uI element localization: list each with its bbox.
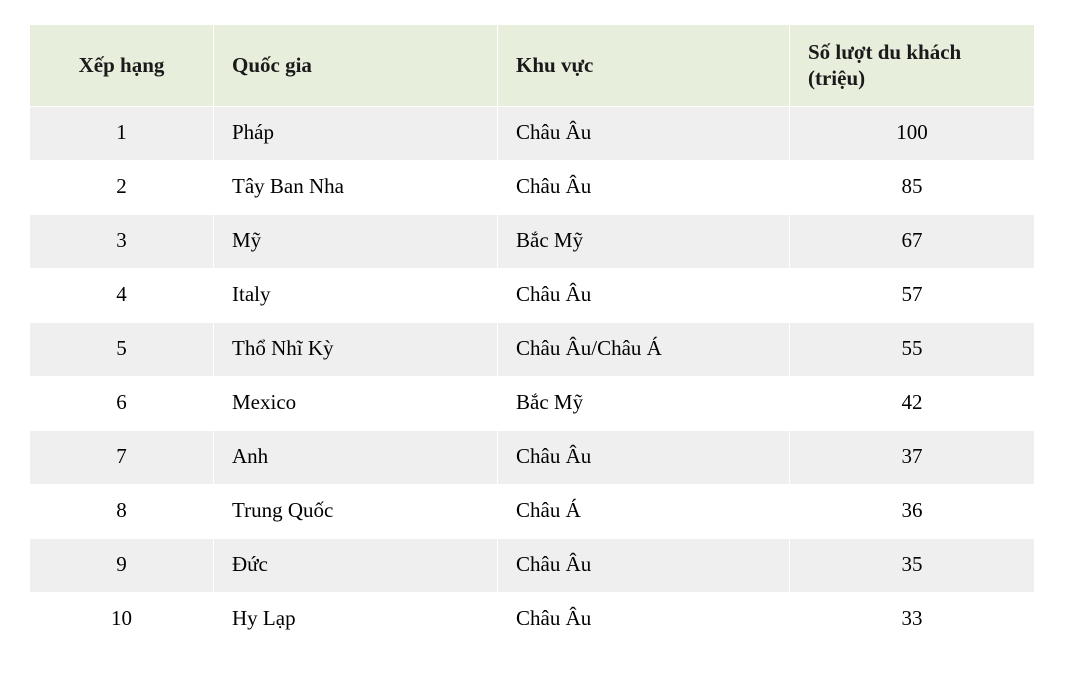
table-body	[30, 106, 1035, 646]
table-row	[30, 430, 1035, 484]
column-header-country: Quốc gia	[214, 25, 498, 107]
cell-rank: 4	[30, 268, 214, 322]
cell-visitors: 85	[790, 160, 1035, 214]
column-header-visitors: Số lượt du khách (triệu)	[790, 25, 1035, 107]
cell-country: Trung Quốc	[214, 484, 498, 538]
cell-region: Châu Âu	[498, 430, 790, 484]
cell-visitors: 55	[790, 322, 1035, 376]
cell-country: Hy Lạp	[214, 592, 498, 646]
cell-visitors: 42	[790, 376, 1035, 430]
cell-rank: 3	[30, 214, 214, 268]
cell-region: Châu Âu	[498, 106, 790, 160]
cell-country: Thổ Nhĩ Kỳ	[214, 322, 498, 376]
cell-rank: 8	[30, 484, 214, 538]
cell-visitors: 36	[790, 484, 1035, 538]
cell-visitors: 35	[790, 538, 1035, 592]
cell-rank: 7	[30, 430, 214, 484]
tourism-ranking-table-container	[29, 24, 1034, 647]
column-header-rank: Xếp hạng	[30, 25, 214, 107]
table-header	[30, 25, 1035, 107]
cell-visitors: 33	[790, 592, 1035, 646]
cell-country: Pháp	[214, 106, 498, 160]
cell-rank: 6	[30, 376, 214, 430]
table-row	[30, 106, 1035, 160]
cell-visitors: 57	[790, 268, 1035, 322]
cell-visitors: 37	[790, 430, 1035, 484]
cell-rank: 1	[30, 106, 214, 160]
cell-visitors: 100	[790, 106, 1035, 160]
table-row	[30, 214, 1035, 268]
cell-region: Châu Á	[498, 484, 790, 538]
table-row	[30, 376, 1035, 430]
cell-rank: 9	[30, 538, 214, 592]
cell-region: Châu Âu/Châu Á	[498, 322, 790, 376]
cell-rank: 5	[30, 322, 214, 376]
cell-country: Italy	[214, 268, 498, 322]
table-row	[30, 160, 1035, 214]
table-row	[30, 484, 1035, 538]
cell-region: Bắc Mỹ	[498, 376, 790, 430]
cell-visitors: 67	[790, 214, 1035, 268]
table-row	[30, 322, 1035, 376]
cell-region: Bắc Mỹ	[498, 214, 790, 268]
cell-region: Châu Âu	[498, 160, 790, 214]
cell-rank: 2	[30, 160, 214, 214]
table-row	[30, 538, 1035, 592]
cell-region: Châu Âu	[498, 268, 790, 322]
table-row	[30, 592, 1035, 646]
table-header-row	[30, 25, 1035, 107]
cell-country: Mexico	[214, 376, 498, 430]
cell-country: Đức	[214, 538, 498, 592]
cell-country: Anh	[214, 430, 498, 484]
column-header-region: Khu vực	[498, 25, 790, 107]
cell-region: Châu Âu	[498, 592, 790, 646]
tourism-ranking-table	[29, 24, 1035, 647]
cell-country: Tây Ban Nha	[214, 160, 498, 214]
cell-rank: 10	[30, 592, 214, 646]
cell-region: Châu Âu	[498, 538, 790, 592]
cell-country: Mỹ	[214, 214, 498, 268]
table-row	[30, 268, 1035, 322]
